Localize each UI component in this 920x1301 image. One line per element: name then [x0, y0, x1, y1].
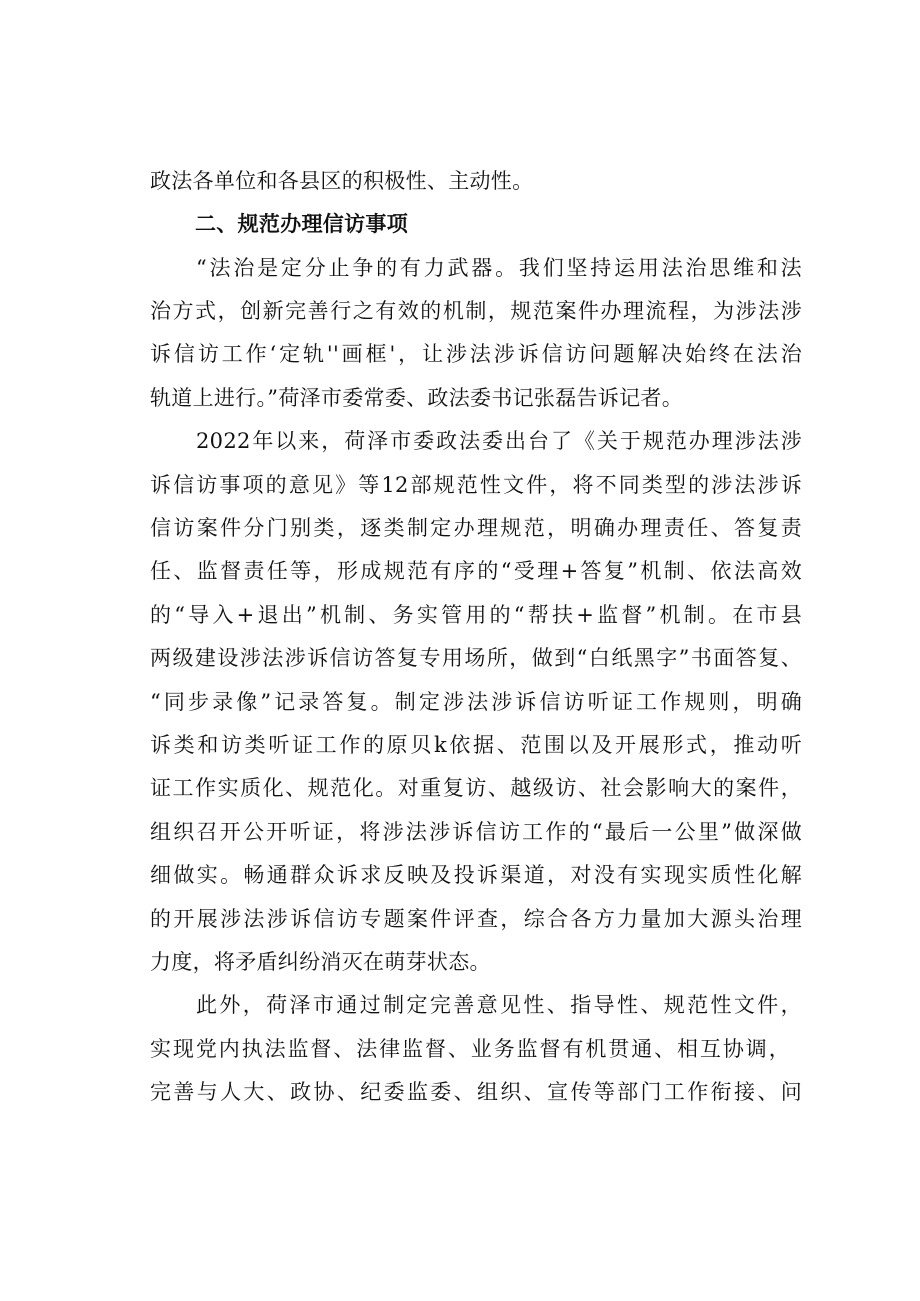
text-line: 诉信访工作‘定轨''画框'，让涉法涉诉信访问题解决始终在法治: [150, 342, 802, 366]
text-line: “法治是定分止争的有力武器。我们坚持运用法治思维和法: [196, 256, 802, 280]
text-line: 完善与人大、政协、纪委监委、组织、宣传等部门工作衔接、问: [150, 1080, 802, 1104]
text-line: 证工作实质化、规范化。对重复访、越级访、社会影响大的案件，: [150, 776, 802, 800]
text-line: 任、监督责任等，形成规范有序的“受理+答复”机制、依法高效: [150, 559, 802, 583]
text-line: 此外，荷泽市通过制定完善意见性、指导性、规范性文件，: [196, 993, 802, 1017]
text-line: 2022年以来，荷泽市委政法委出台了《关于规范办理涉法涉: [196, 429, 802, 453]
text-line: 治方式，创新完善行之有效的机制，规范案件办理流程，为涉法涉: [150, 299, 802, 323]
text-line: 组织召开公开听证，将涉法涉诉信访工作的“最后一公里”做深做: [150, 820, 802, 844]
text-line: 实现党内执法监督、法律监督、业务监督有机贯通、相互协调，: [150, 1037, 790, 1061]
section-heading: 二、规范办理信访事项: [195, 212, 408, 236]
text-line: 力度，将矛盾纠纷消灭在萌芽状态。: [150, 950, 491, 974]
text-line: 细做实。畅通群众诉求反映及投诉渠道，对没有实现实质性化解: [150, 863, 802, 887]
text-line: 的开展涉法涉诉信访专题案件评查，综合各方力量加大源头治理: [150, 907, 802, 931]
text-line: 政法各单位和各县区的积极性、主动性。: [150, 169, 534, 193]
text-line: 的“导入+退出”机制、务实管用的“帮扶+监督”机制。在市县: [150, 603, 802, 627]
text-line: “同步录像”记录答复。制定涉法涉诉信访听证工作规则，明确: [150, 690, 802, 714]
text-line: 信访案件分门别类，逐类制定办理规范，明确办理责任、答复责: [150, 516, 802, 540]
text-line: 诉类和访类听证工作的原贝k依据、范围以及开展形式，推动听: [150, 733, 802, 757]
text-line: 轨道上进行。”荷泽市委常委、政法委书记张磊告诉记者。: [150, 386, 684, 410]
text-line: 两级建设涉法涉诉信访答复专用场所，做到“白纸黑字”书面答复、: [150, 646, 802, 670]
text-line: 诉信访事项的意见》等12部规范性文件，将不同类型的涉法涉诉: [150, 473, 802, 497]
